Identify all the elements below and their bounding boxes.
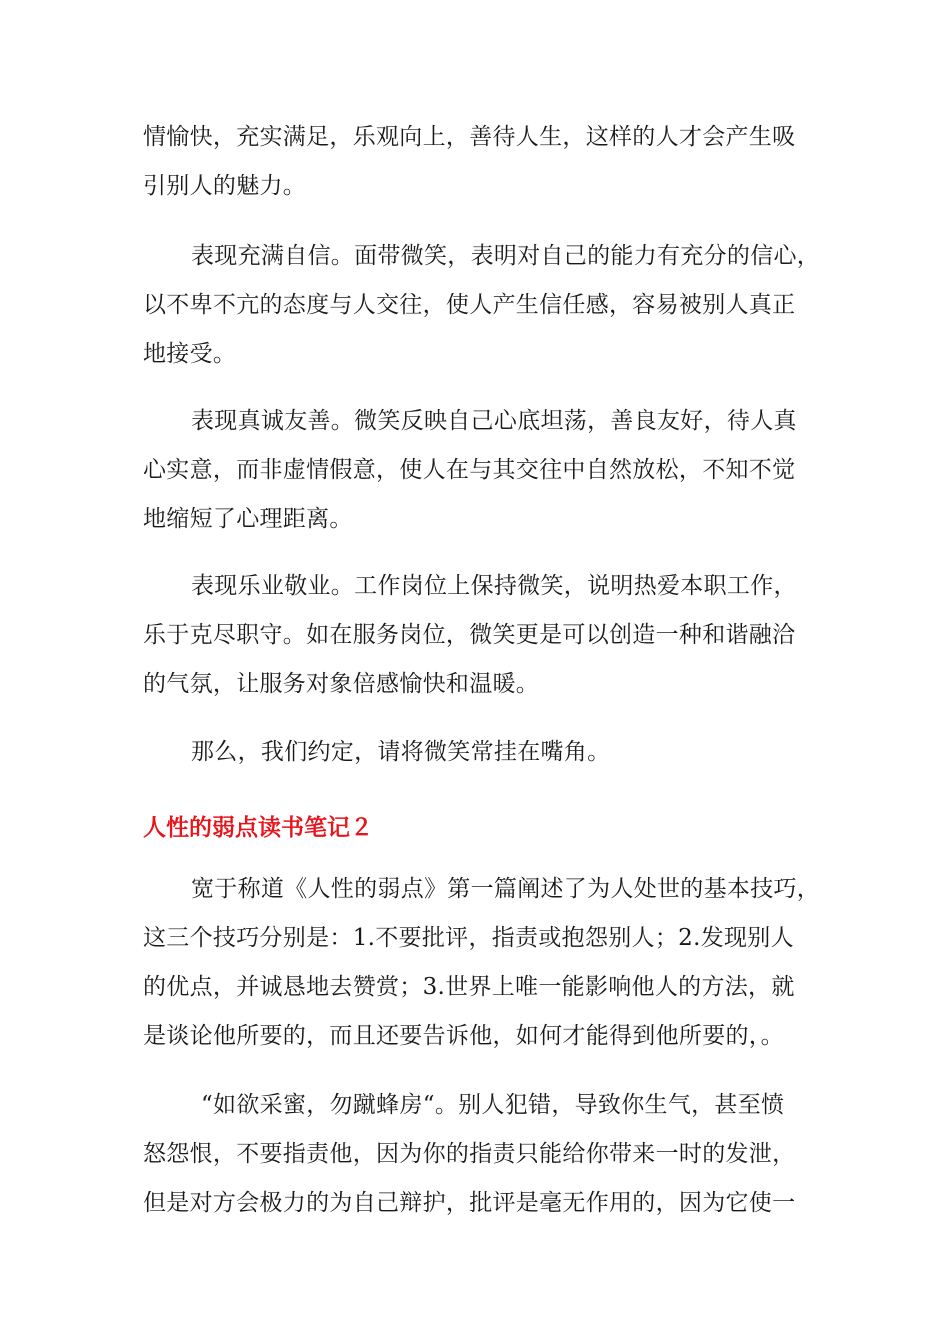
paragraph-line: 以不卑不亢的态度与人交往，使人产生信任感，容易被别人真正 bbox=[143, 292, 796, 318]
paragraph-line: 地缩短了心理距离。 bbox=[143, 506, 353, 532]
paragraph-2 bbox=[143, 232, 821, 379]
paragraph-6 bbox=[143, 865, 821, 1061]
paragraph-line: 但是对方会极力的为自己辩护，批评是毫无作用的，因为它使一 bbox=[143, 1190, 796, 1216]
paragraph-1 bbox=[143, 113, 813, 211]
paragraph-line: 表现充满自信。面带微笑，表明对自己的能力有充分的信心， bbox=[191, 243, 821, 269]
paragraph-4 bbox=[143, 562, 813, 709]
paragraph-line: 情愉快，充实满足，乐观向上，善待人生，这样的人才会产生吸 bbox=[143, 124, 796, 150]
paragraph-line: 那么，我们约定，请将微笑常挂在嘴角。 bbox=[191, 739, 611, 765]
paragraph-line: 表现真诚友善。微笑反映自己心底坦荡，善良友好，待人真 bbox=[191, 408, 797, 434]
section-heading: 人性的弱点读书笔记２ bbox=[143, 815, 373, 841]
paragraph-7 bbox=[143, 1081, 813, 1228]
paragraph-line: 表现乐业敬业。工作岗位上保持微笑，说明热爱本职工作， bbox=[191, 573, 797, 599]
paragraph-line: 是谈论他所要的，而且还要告诉他，如何才能得到他所要的，。 bbox=[143, 1023, 784, 1049]
paragraph-line: 乐于克尽职守。如在服务岗位，微笑更是可以创造一种和谐融洽 bbox=[143, 622, 796, 648]
paragraph-line: 怒怨恨，不要指责他，因为你的指责只能给你带来一时的发泄， bbox=[143, 1141, 796, 1167]
paragraph-line: “如欲采蜜，勿蹴蜂房“。别人犯错，导致你生气，甚至愤 bbox=[201, 1092, 785, 1118]
paragraph-line: 这三个技巧分别是：1.不要批评，指责或抱怨别人；2.发现别人 bbox=[143, 925, 794, 951]
paragraph-line: 宽于称道《人性的弱点》第一篇阐述了为人处世的基本技巧， bbox=[191, 876, 821, 902]
paragraph-line: 引别人的魅力。 bbox=[143, 173, 307, 199]
paragraph-line: 的优点，并诚恳地去赞赏；3.世界上唯一能影响他人的方法，就 bbox=[143, 974, 795, 1000]
paragraph-line: 地接受。 bbox=[143, 341, 237, 367]
paragraph-5 bbox=[143, 728, 813, 777]
paragraph-3 bbox=[143, 397, 813, 544]
paragraph-line: 心实意，而非虚情假意，使人在与其交往中自然放松，不知不觉 bbox=[143, 457, 796, 483]
paragraph-line: 的气氛，让服务对象倍感愉快和温暖。 bbox=[143, 671, 540, 697]
